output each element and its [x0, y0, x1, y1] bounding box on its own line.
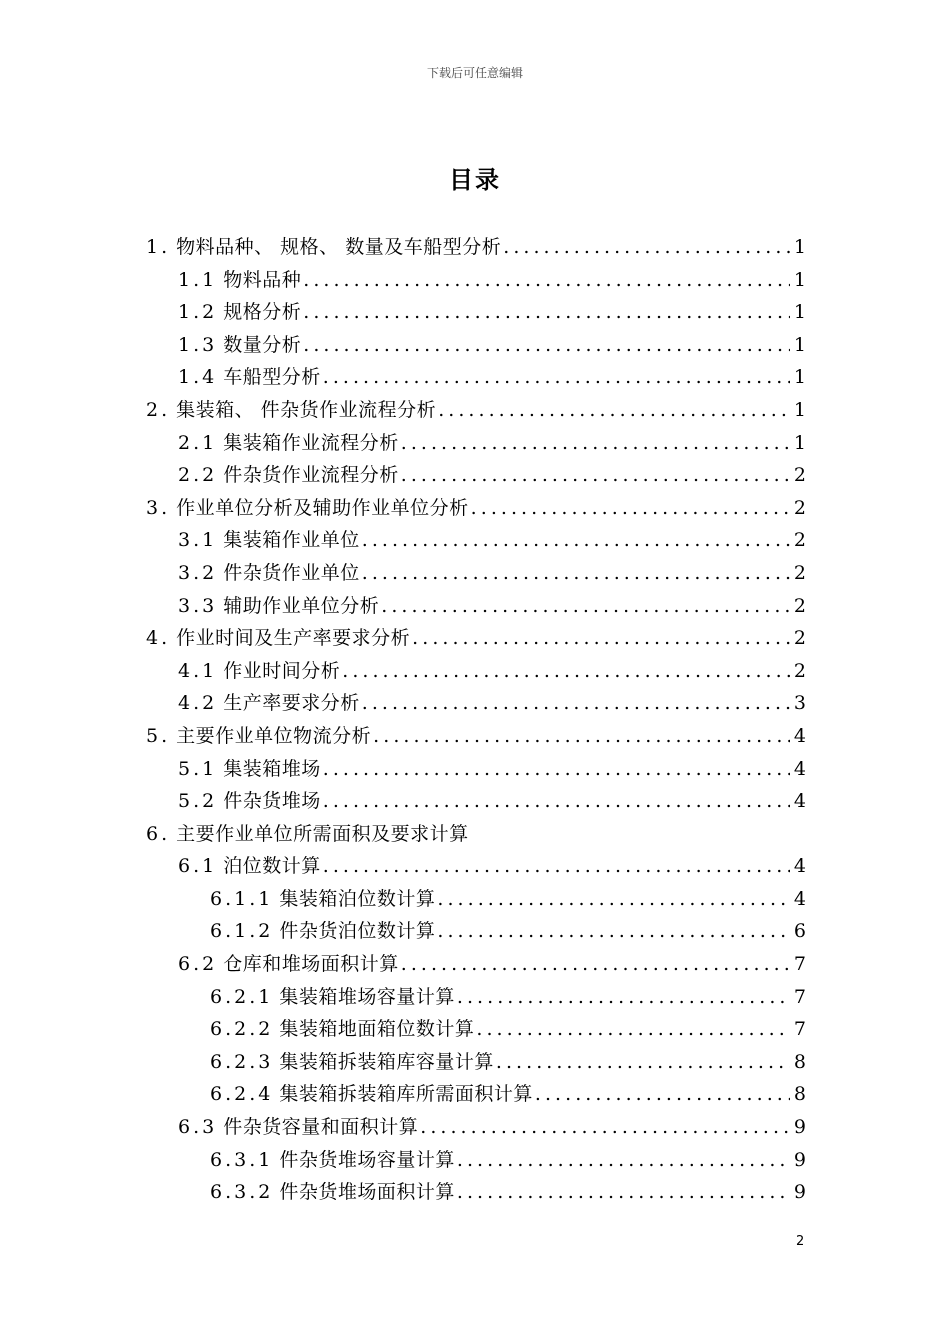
toc-entry-number: 6.2.1 — [210, 985, 274, 1008]
toc-dot-leader — [476, 1018, 790, 1040]
toc-entry-number: 6.2.2 — [210, 1018, 274, 1041]
toc-entry[interactable] — [146, 362, 806, 395]
toc-entry-page: 4 — [793, 724, 806, 747]
toc-entry-number: 6.3.2 — [210, 1181, 274, 1204]
toc-dot-leader — [362, 562, 790, 584]
toc-entry[interactable] — [146, 1047, 806, 1080]
toc-entry-number: 2.2 — [178, 464, 218, 487]
toc-entry[interactable] — [146, 1014, 806, 1047]
toc-entry[interactable] — [146, 688, 806, 721]
toc-entry-title: 集装箱地面箱位数计算 — [279, 1018, 475, 1041]
toc-entry[interactable] — [146, 851, 806, 884]
toc-dot-leader — [401, 432, 790, 454]
toc-entry-number: 1.4 — [178, 366, 218, 389]
toc-entry-title: 辅助作业单位分析 — [223, 594, 380, 617]
toc-entry-page: 7 — [793, 985, 806, 1008]
toc-dot-leader — [437, 920, 790, 942]
toc-entry[interactable] — [146, 330, 806, 363]
toc-entry[interactable] — [146, 721, 806, 754]
toc-dot-leader — [496, 1051, 790, 1073]
toc-entry-page: 1 — [793, 431, 806, 454]
toc-entry-page: 1 — [793, 366, 806, 389]
toc-entry-number: 1.2 — [178, 301, 218, 324]
toc-entry[interactable] — [146, 558, 806, 591]
toc-entry-title: 主要作业单位所需面积及要求计算 — [176, 822, 469, 845]
toc-dot-leader — [303, 334, 790, 356]
toc-entry[interactable] — [146, 1079, 806, 1112]
toc-entry-number: 3.1 — [178, 529, 218, 552]
toc-entry-page: 2 — [793, 659, 806, 682]
toc-entry[interactable] — [146, 297, 806, 330]
toc-entry-number: 6. — [146, 822, 171, 845]
toc-entry-page: 9 — [793, 1148, 806, 1171]
toc-entry-title: 集装箱拆装箱库所需面积计算 — [279, 1083, 533, 1106]
toc-entry-title: 集装箱堆场 — [223, 757, 321, 780]
toc-entry-number: 1.3 — [178, 333, 218, 356]
toc-entry-title: 生产率要求分析 — [223, 692, 360, 715]
toc-dot-leader — [420, 1116, 790, 1138]
toc-entry-page: 3 — [793, 692, 806, 715]
toc-entry-title: 集装箱堆场容量计算 — [279, 985, 455, 1008]
toc-entry-title: 集装箱作业流程分析 — [223, 431, 399, 454]
page-title: 目录 — [449, 166, 501, 194]
toc-entry-title: 件杂货堆场 — [223, 790, 321, 813]
toc-entry-page: 1 — [793, 268, 806, 291]
toc-entry-number: 1. — [146, 236, 171, 258]
toc-dot-leader — [323, 758, 790, 780]
toc-entry[interactable] — [146, 395, 806, 428]
toc-entry[interactable] — [146, 460, 806, 493]
toc-entry-page: 1 — [793, 236, 806, 258]
toc-entry[interactable] — [146, 428, 806, 461]
toc-entry-number: 4.1 — [178, 659, 218, 682]
toc-entry[interactable] — [146, 232, 806, 265]
toc-entry-page: 2 — [793, 496, 806, 519]
toc-entry-page: 6 — [793, 920, 806, 943]
toc-entry-page: 4 — [793, 855, 806, 878]
toc-entry-title: 物料品种 — [223, 268, 302, 291]
toc-entry-title: 件杂货泊位数计算 — [279, 920, 436, 943]
toc-entry-number: 6.2.4 — [210, 1083, 274, 1106]
toc-dot-leader — [437, 888, 790, 910]
toc-dot-leader — [535, 1083, 790, 1105]
toc-entry[interactable] — [146, 623, 806, 656]
toc-entry-number: 6.1 — [178, 855, 218, 878]
toc-entry-page: 4 — [793, 790, 806, 813]
toc-dot-leader — [323, 855, 790, 877]
toc-entry-number: 3.2 — [178, 561, 218, 584]
toc-entry[interactable] — [146, 982, 806, 1015]
toc-entry[interactable] — [146, 656, 806, 689]
toc-dot-leader — [503, 236, 790, 258]
toc-entry-title: 主要作业单位物流分析 — [176, 724, 372, 747]
toc-entry-number: 4. — [146, 627, 171, 650]
toc-entry-title: 集装箱拆装箱库容量计算 — [279, 1050, 494, 1073]
toc-entry[interactable] — [146, 819, 806, 852]
toc-entry[interactable] — [146, 786, 806, 819]
toc-entry-page: 4 — [793, 887, 806, 910]
toc-dot-leader — [362, 529, 790, 551]
toc-entry-page: 2 — [793, 464, 806, 487]
toc-entry[interactable] — [146, 916, 806, 949]
toc-dot-leader — [438, 399, 790, 421]
table-of-contents — [146, 232, 806, 1210]
toc-entry-page: 2 — [793, 529, 806, 552]
toc-dot-leader — [323, 366, 790, 388]
toc-entry-title: 物料品种、 规格、 数量及车船型分析 — [176, 236, 502, 258]
toc-entry-page: 2 — [793, 594, 806, 617]
toc-entry-page: 1 — [793, 301, 806, 324]
toc-entry-number: 3.3 — [178, 594, 218, 617]
toc-entry-number: 4.2 — [178, 692, 218, 715]
toc-entry-number: 2.1 — [178, 431, 218, 454]
toc-entry[interactable] — [146, 525, 806, 558]
toc-entry-number: 1.1 — [178, 268, 218, 291]
page-number: 2 — [796, 1234, 805, 1249]
toc-entry[interactable] — [146, 1112, 806, 1145]
toc-entry-page: 1 — [793, 333, 806, 356]
toc-entry-page: 8 — [793, 1050, 806, 1073]
toc-entry[interactable] — [146, 265, 806, 298]
toc-entry-title: 集装箱泊位数计算 — [279, 887, 436, 910]
toc-dot-leader — [401, 464, 790, 486]
toc-dot-leader — [323, 790, 790, 812]
toc-entry-number: 5.1 — [178, 757, 218, 780]
toc-entry-number: 6.2 — [178, 953, 218, 976]
toc-dot-leader — [457, 986, 790, 1008]
header-note: 下载后可任意编辑 — [426, 66, 523, 80]
toc-entry-title: 作业单位分析及辅助作业单位分析 — [176, 496, 469, 519]
toc-entry-number: 6.3.1 — [210, 1148, 274, 1171]
toc-entry-title: 件杂货作业单位 — [223, 561, 360, 584]
toc-dot-leader — [362, 692, 790, 714]
toc-dot-leader — [401, 953, 790, 975]
toc-entry-number: 3. — [146, 496, 171, 519]
toc-entry-page: 1 — [793, 398, 806, 421]
toc-dot-leader — [457, 1181, 790, 1203]
toc-entry-number: 6.2.3 — [210, 1050, 274, 1073]
toc-dot-leader — [412, 627, 790, 649]
toc-entry-title: 规格分析 — [223, 301, 302, 324]
toc-entry-title: 泊位数计算 — [223, 855, 321, 878]
toc-entry[interactable] — [146, 1145, 806, 1178]
toc-dot-leader — [342, 660, 790, 682]
toc-entry-number: 5. — [146, 724, 171, 747]
toc-dot-leader — [457, 1149, 790, 1171]
toc-dot-leader — [303, 301, 790, 323]
toc-entry-number: 5.2 — [178, 790, 218, 813]
toc-entry-page: 8 — [793, 1083, 806, 1106]
toc-dot-leader — [373, 725, 790, 747]
toc-dot-leader — [303, 269, 790, 291]
toc-entry-title: 数量分析 — [223, 333, 302, 356]
toc-entry-number: 6.1.1 — [210, 887, 274, 910]
toc-entry-page: 7 — [793, 1018, 806, 1041]
toc-entry-title: 集装箱、 件杂货作业流程分析 — [176, 398, 437, 421]
toc-entry[interactable] — [146, 493, 806, 526]
toc-entry-number: 6.1.2 — [210, 920, 274, 943]
toc-entry-title: 件杂货堆场面积计算 — [279, 1181, 455, 1204]
toc-entry-title: 件杂货容量和面积计算 — [223, 1116, 419, 1139]
toc-entry-page: 4 — [793, 757, 806, 780]
toc-dot-leader — [471, 497, 790, 519]
toc-dot-leader — [381, 595, 790, 617]
toc-entry-number: 2. — [146, 398, 171, 421]
toc-entry-title: 件杂货堆场容量计算 — [279, 1148, 455, 1171]
toc-entry[interactable] — [146, 1177, 806, 1210]
toc-entry-page: 2 — [793, 561, 806, 584]
toc-entry-title: 集装箱作业单位 — [223, 529, 360, 552]
toc-entry-title: 车船型分析 — [223, 366, 321, 389]
toc-entry[interactable] — [146, 754, 806, 787]
toc-entry-page: 7 — [793, 953, 806, 976]
toc-entry-title: 件杂货作业流程分析 — [223, 464, 399, 487]
toc-entry[interactable] — [146, 591, 806, 624]
toc-entry-page: 9 — [793, 1181, 806, 1204]
toc-entry-title: 作业时间分析 — [223, 659, 341, 682]
toc-entry[interactable] — [146, 949, 806, 982]
toc-entry-number: 6.3 — [178, 1116, 218, 1139]
toc-entry-title: 仓库和堆场面积计算 — [223, 953, 399, 976]
toc-entry-page: 9 — [793, 1116, 806, 1139]
toc-entry-title: 作业时间及生产率要求分析 — [176, 627, 411, 650]
toc-entry-page: 2 — [793, 627, 806, 650]
toc-entry[interactable] — [146, 884, 806, 917]
